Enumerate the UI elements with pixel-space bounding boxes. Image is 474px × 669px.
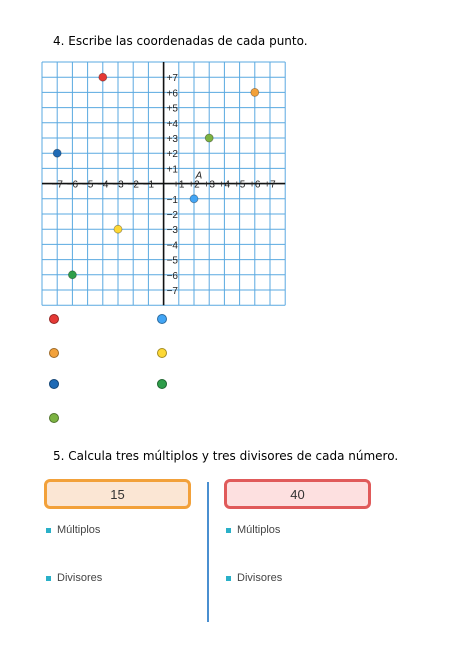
x-tick-label: +4 — [218, 179, 231, 191]
x-tick-label: −1 — [142, 179, 155, 191]
point-marker — [190, 195, 198, 203]
legend-dot — [49, 314, 59, 324]
x-tick-label: −4 — [97, 179, 109, 191]
y-tick-label: −5 — [166, 255, 179, 267]
point-marker — [68, 271, 76, 279]
divisors-label-left: Divisores — [57, 572, 103, 584]
bullet-square-icon — [46, 576, 51, 581]
x-tick-label: +6 — [249, 179, 261, 191]
x-tick-label: −6 — [66, 179, 79, 191]
y-tick-label: −7 — [166, 286, 179, 297]
number-box-15: 15 — [44, 479, 191, 509]
x-tick-label: −3 — [112, 179, 124, 191]
y-tick-label: +6 — [166, 88, 179, 100]
x-tick-label: +2 — [188, 179, 200, 191]
legend-dot — [157, 314, 167, 324]
y-tick-label: −3 — [166, 225, 179, 237]
y-tick-label: +1 — [166, 164, 179, 176]
y-tick-label: +2 — [166, 149, 179, 161]
legend-dot — [157, 379, 167, 389]
y-tick-label: −6 — [166, 270, 179, 282]
x-tick-label: −7 — [51, 179, 63, 191]
multiples-label-right: Múltiplos — [237, 524, 281, 536]
column-divider — [207, 482, 209, 622]
divisors-label-right: Divisores — [237, 572, 283, 584]
question-4-title: 4. Escribe las coordenadas de cada punto. — [53, 34, 308, 48]
point-marker — [205, 134, 213, 142]
point-marker — [251, 88, 259, 96]
divisors-row-right — [226, 572, 282, 584]
divisors-row-left — [46, 572, 102, 584]
x-tick-label: +3 — [203, 179, 215, 191]
y-tick-label: −1 — [166, 194, 179, 206]
x-tick-label: +5 — [233, 179, 246, 191]
y-tick-label: +7 — [166, 73, 179, 85]
x-tick-label: +1 — [173, 179, 185, 191]
y-tick-label: +5 — [166, 103, 179, 115]
point-marker — [99, 73, 107, 81]
legend-dot — [49, 379, 59, 389]
legend-dot — [49, 348, 59, 358]
multiples-row-right — [226, 524, 280, 536]
x-tick-label: −2 — [127, 179, 139, 191]
y-tick-label: +4 — [166, 118, 179, 130]
bullet-square-icon — [46, 528, 51, 533]
bullet-square-icon — [226, 528, 231, 533]
legend-dot — [157, 348, 167, 358]
bullet-square-icon — [226, 576, 231, 581]
question-5-title: 5. Calcula tres múltiplos y tres divisores de cada número. — [53, 449, 399, 463]
y-tick-label: +3 — [166, 134, 179, 145]
x-tick-label: −5 — [81, 179, 94, 191]
y-tick-label: −4 — [166, 240, 179, 252]
point-label-a: A — [195, 170, 203, 182]
coordinate-plane — [0, 0, 474, 330]
multiples-label-left: Múltiplos — [57, 524, 101, 536]
number-box-40: 40 — [224, 479, 371, 509]
point-marker — [114, 225, 122, 233]
legend-dot — [49, 413, 59, 423]
multiples-row-left — [46, 524, 100, 536]
x-tick-label: +7 — [264, 179, 276, 191]
y-tick-label: −2 — [166, 210, 179, 221]
point-marker — [53, 149, 61, 157]
